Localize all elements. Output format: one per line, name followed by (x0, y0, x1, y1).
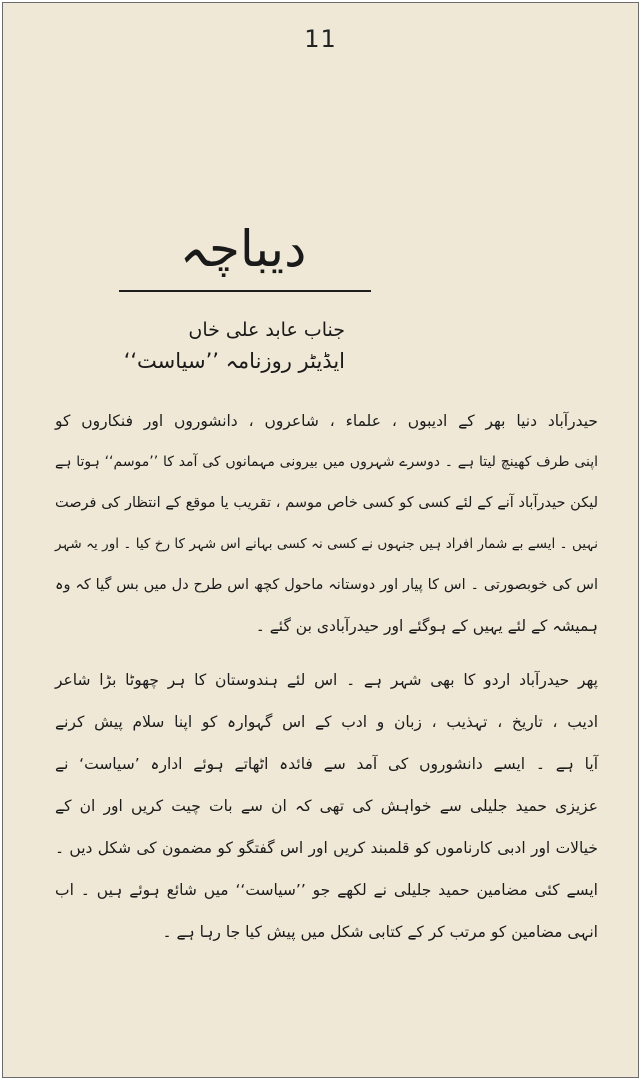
text-line: خیالات اور ادبی کارناموں کو قلمبند کریں اور اس گفتگو کو مضمون کی شکل دیں ۔ (55, 839, 598, 857)
author-name: جناب عابد علی خاں (188, 319, 345, 341)
text-line: انہی مضامین کو مرتب کر کے کتابی شکل میں پیش کیا جا رہا ہے ۔ (162, 923, 598, 941)
text-line: ہمیشہ کے لئے یہیں کے ہوگئے اور حیدرآبادی بن گئے ۔ (255, 617, 598, 635)
page-number: 11 (304, 25, 337, 53)
text-line: ادیب ، تاریخ ، تہذیب ، زبان و ادب کے اس گہوارہ کو اپنا سلام پیش کرنے (55, 713, 598, 731)
author-title: ایڈیٹر روزنامہ ’’سیاست‘‘ (123, 349, 345, 373)
text-line: آیا ہے ۔ ایسے دانشوروں کی آمد سے فائدہ اٹھاتے ہوئے ادارہ ’سیاست‘ نے (55, 755, 598, 773)
text-line: عزیزی حمید جلیلی سے خواہش کی تھی کہ ان سے بات چیت کریں اور ان کے (55, 797, 598, 815)
text-line: پھر حیدرآباد اردو کا بھی شہر ہے ۔ اس لئے ہندوستان کا ہر چھوٹا بڑا شاعر (55, 671, 598, 689)
text-line: اپنی طرف کھینچ لیتا ہے ۔ دوسرے شہروں میں بیرونی مہمانوں کی آمد کا ’’موسم‘‘ ہوتا ہے (55, 454, 598, 470)
paragraph (55, 401, 598, 647)
heading-underline (119, 290, 371, 292)
text-line: ایسے کئی مضامین حمید جلیلی نے لکھے جو ’’سیاست‘‘ میں شائع ہوئے ہیں ۔ اب (55, 881, 598, 899)
text-line: نہیں ۔ ایسے بے شمار افراد ہیں جنہوں نے کسی نہ کسی بہانے اس شہر کا رخ کیا ۔ اور یہ شہر (55, 536, 598, 552)
text-line: حیدرآباد دنیا بھر کے ادیبوں ، علماء ، شاعروں ، دانشوروں اور فنکاروں کو (55, 412, 598, 430)
paragraph (55, 659, 598, 953)
text-line: لیکن حیدرآباد آنے کے لئے کسی کو کسی خاص موسم ، تقریب یا موقع کے انتظار کی فرصت (55, 495, 598, 511)
chapter-heading: دیباچہ (179, 220, 307, 278)
text-line: اس کی خوبصورتی ۔ اس کا پیار اور دوستانہ ماحول کچھ اس طرح دل میں بس گیا کہ وہ (55, 577, 598, 593)
body-text (55, 401, 598, 953)
book-page (2, 2, 639, 1078)
